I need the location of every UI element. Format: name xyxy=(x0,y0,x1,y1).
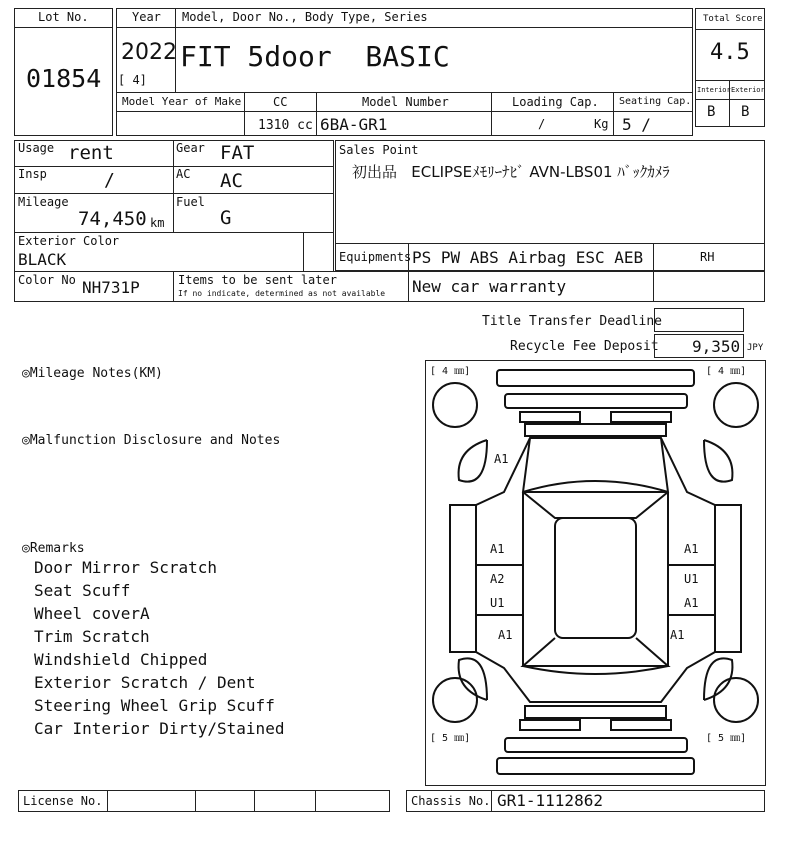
license-cell-3 xyxy=(254,790,316,812)
warranty-value: New car warranty xyxy=(412,277,567,296)
sales-point-label: Sales Point xyxy=(339,143,419,157)
recycle-fee-unit: JPY xyxy=(747,343,764,353)
tread-rear-right: [ 5 ㎜] xyxy=(706,733,747,744)
total-score-label: Total Score xyxy=(703,14,763,24)
wheel-front-right xyxy=(714,383,758,427)
chassis-number: GR1-1112862 xyxy=(497,791,603,810)
year-sub: [ 4] xyxy=(118,73,147,87)
insp-value: / xyxy=(104,170,115,191)
damage-mark: A1 xyxy=(670,628,685,642)
color-no-label: Color No xyxy=(18,273,76,287)
steering-value: RH xyxy=(700,250,715,264)
ext-color-side-cell xyxy=(303,232,334,272)
damage-mark: U1 xyxy=(490,596,505,610)
items-note: If no indicate, determined as not available xyxy=(178,289,386,298)
model-year-cell xyxy=(116,111,245,136)
exterior-label: Exterior xyxy=(731,86,765,94)
damage-mark: A1 xyxy=(494,452,509,466)
ac-label: AC xyxy=(176,167,191,181)
license-cell-1 xyxy=(107,790,196,812)
ac-cell xyxy=(173,166,334,194)
wheel-rear-left xyxy=(433,678,477,722)
license-cell-2 xyxy=(195,790,255,812)
chassis-label: Chassis No. xyxy=(411,794,491,808)
warranty-side-cell xyxy=(653,271,765,302)
license-cell-4 xyxy=(315,790,390,812)
damage-mark: A1 xyxy=(684,542,699,556)
tread-front-right: [ 4 ㎜] xyxy=(706,366,747,377)
usage-label: Usage xyxy=(18,141,55,155)
wheel-rear-right xyxy=(714,678,758,722)
remark-item: Seat Scuff xyxy=(34,581,131,600)
exterior-grade: B xyxy=(741,104,750,120)
year-value: 2022 xyxy=(121,40,177,65)
remark-item: Trim Scratch xyxy=(34,627,150,646)
tread-front-left: [ 4 ㎜] xyxy=(430,366,471,377)
model-number: 6BA-GR1 xyxy=(320,115,388,134)
year-label: Year xyxy=(132,10,161,24)
recycle-fee-value: 9,350 xyxy=(692,337,741,356)
title-transfer-cell xyxy=(654,308,744,332)
recycle-fee-label: Recycle Fee Deposit xyxy=(510,339,659,354)
mileage-value: 74,450 xyxy=(78,208,147,230)
remark-item: Car Interior Dirty/Stained xyxy=(34,719,285,738)
wheel-front-left xyxy=(433,383,477,427)
items-label: Items to be sent later xyxy=(178,273,337,287)
malfunction-heading: ◎Malfunction Disclosure and Notes xyxy=(22,433,281,448)
title-transfer-label: Title Transfer Deadline xyxy=(482,314,663,329)
mileage-label: Mileage xyxy=(18,195,69,209)
ext-color-label: Exterior Color xyxy=(18,234,120,248)
cc-value: 1310 cc xyxy=(258,118,313,133)
lot-number: 01854 xyxy=(26,64,102,93)
model-value: FIT 5door BASIC xyxy=(180,40,450,73)
interior-grade: B xyxy=(707,104,716,120)
mileage-unit: km xyxy=(150,216,165,230)
equipments-value: PS PW ABS Airbag ESC AEB xyxy=(412,248,644,267)
license-label: License No. xyxy=(23,794,103,808)
sales-point-value: 初出品 ECLIPSEﾒﾓﾘｰﾅﾋﾞ AVN-LBS01 ﾊﾞｯｸｶﾒﾗ xyxy=(352,163,670,181)
damage-mark: U1 xyxy=(684,572,699,586)
insp-label: Insp xyxy=(18,167,47,181)
mileage-notes-heading: ◎Mileage Notes(KM) xyxy=(22,366,163,381)
loading-label: Loading Cap. xyxy=(512,95,599,109)
remarks-heading: ◎Remarks xyxy=(22,541,85,556)
interior-label: Interior xyxy=(697,86,731,94)
color-no-value: NH731P xyxy=(82,278,140,297)
gear-value: FAT xyxy=(220,142,255,164)
seating-value: 5 / xyxy=(622,115,651,134)
equipments-label: Equipments xyxy=(339,250,412,264)
model-label: Model, Door No., Body Type, Series xyxy=(182,10,428,24)
seating-label: Seating Cap. xyxy=(619,96,692,107)
fuel-value: G xyxy=(220,207,232,229)
remark-item: Door Mirror Scratch xyxy=(34,558,218,577)
cc-label: CC xyxy=(273,95,288,109)
damage-mark: A2 xyxy=(490,572,505,586)
fuel-label: Fuel xyxy=(176,195,205,209)
model-year-label: Model Year of Make xyxy=(122,95,242,108)
usage-value: rent xyxy=(68,142,114,164)
damage-mark: A1 xyxy=(490,542,505,556)
tread-rear-left: [ 5 ㎜] xyxy=(430,733,471,744)
remark-item: Steering Wheel Grip Scuff xyxy=(34,696,275,715)
remark-item: Exterior Scratch / Dent xyxy=(34,673,256,692)
loading-value: / xyxy=(538,117,546,131)
total-score: 4.5 xyxy=(710,40,750,65)
loading-unit: Kg xyxy=(594,117,609,131)
car-diagram xyxy=(425,360,766,786)
lot-label: Lot No. xyxy=(38,10,89,24)
damage-mark: A1 xyxy=(498,628,513,642)
remark-item: Wheel coverA xyxy=(34,604,150,623)
model-number-label: Model Number xyxy=(362,95,449,109)
ext-color-value: BLACK xyxy=(18,250,67,269)
gear-label: Gear xyxy=(176,141,205,155)
remark-item: Windshield Chipped xyxy=(34,650,208,669)
ac-value: AC xyxy=(220,170,243,192)
damage-mark: A1 xyxy=(684,596,699,610)
